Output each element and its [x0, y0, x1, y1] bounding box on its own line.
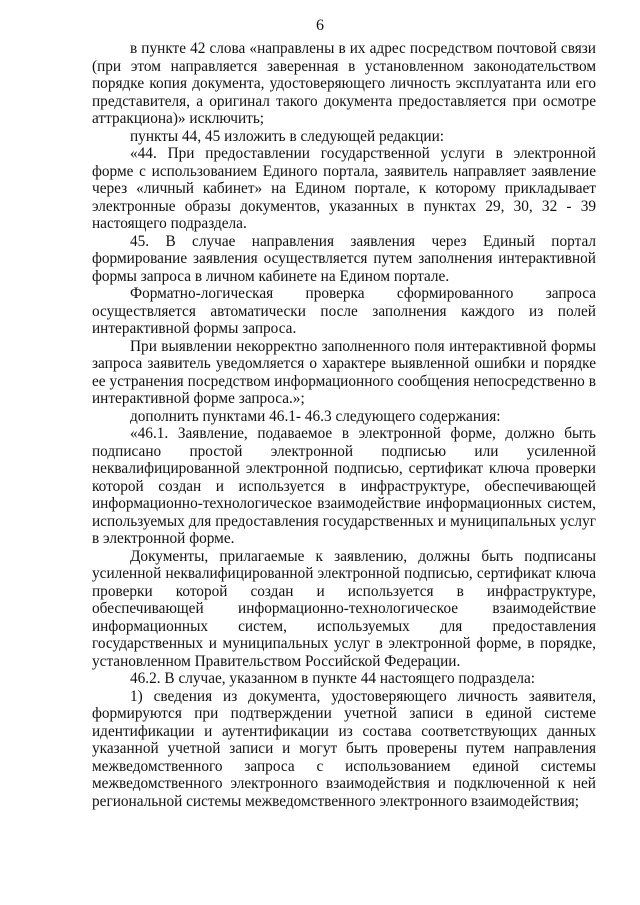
document-body	[92, 40, 596, 810]
paragraph-items-46-intro: дополнить пунктами 46.1- 46.3 следующего содержания:	[130, 407, 501, 425]
paragraph-item-42-amendment: в пункте 42 слова «направлены в их адрес посредством почтовой связи (при этом направляется заверенная в установленном законодательством порядке копия документа, удостоверяющего личность эксплуатанта или его представителя, а оригинал такого документа предоставляется при осмотре аттракциона)» исключить;	[92, 40, 596, 127]
paragraph-item-46-1: «46.1. Заявление, подаваемое в электронной форме, должно быть подписано простой электронной подписью или усиленной неквалифицированной электронной подписью, сертификат ключа проверки которой создан и используется в инфраструктуре, обеспечивающей информационно-технологическое взаимодействие информационных систем, используемых для предоставления государственных и муниципальных услуг в электронной форме.	[92, 425, 596, 547]
paragraph-items-44-45-intro: пункты 44, 45 изложить в следующей редакции:	[130, 127, 445, 145]
paragraph-item-44: «44. При предоставлении государственной услуги в электронной форме с использованием Единого портала, заявитель направляет заявление через «личный кабинет» на Едином портале, к которому прикладывает электронные образы документов, указанных в пунктах 29, 30, 32 - 39 настоящего подраздела.	[92, 145, 596, 232]
paragraph-attached-documents: Документы, прилагаемые к заявлению, должны быть подписаны усиленной неквалифицированной электронной подписью, сертификат ключа проверки которой создан и используется в инфраструктуре, обеспечивающей информационно-технологическое взаимодействие информационных систем, используемых для предоставления государственных и муниципальных услуг в электронной форме, в порядке, установленном Правительством Российской Федерации.	[92, 547, 596, 670]
paragraph-error-notification: При выявлении некорректно заполненного поля интерактивной формы запроса заявитель уведомляется о характере выявленной ошибки и порядке ее устранения посредством информационного сообщения непосредственно в интерактивной форме запроса.»;	[92, 337, 596, 407]
paragraph-item-45: 45. В случае направления заявления через Единый портал формирование заявления осуществляется путем заполнения интерактивной формы запроса в личном кабинете на Едином портале.	[92, 232, 596, 285]
paragraph-item-46-2: 46.2. В случае, указанном в пункте 44 настоящего подраздела:	[130, 670, 536, 687]
page-number: 6	[316, 17, 324, 34]
paragraph-item-46-2-subitem-1: 1) сведения из документа, удостоверяющего личность заявителя, формируются при подтверждении учетной записи в единой системе идентификации и аутентификации из состава соответствующих данных указанной учетной записи и могут быть проверены путем направления межведомственного запроса с использованием единой системы межведомственного электронного взаимодействия и подключенной к ней региональной системы межведомственного электронного взаимодействия;	[92, 687, 596, 810]
paragraph-format-check: Форматно-логическая проверка сформированного запроса осуществляется автоматически после заполнения каждого из полей интерактивной формы запроса.	[92, 285, 596, 337]
